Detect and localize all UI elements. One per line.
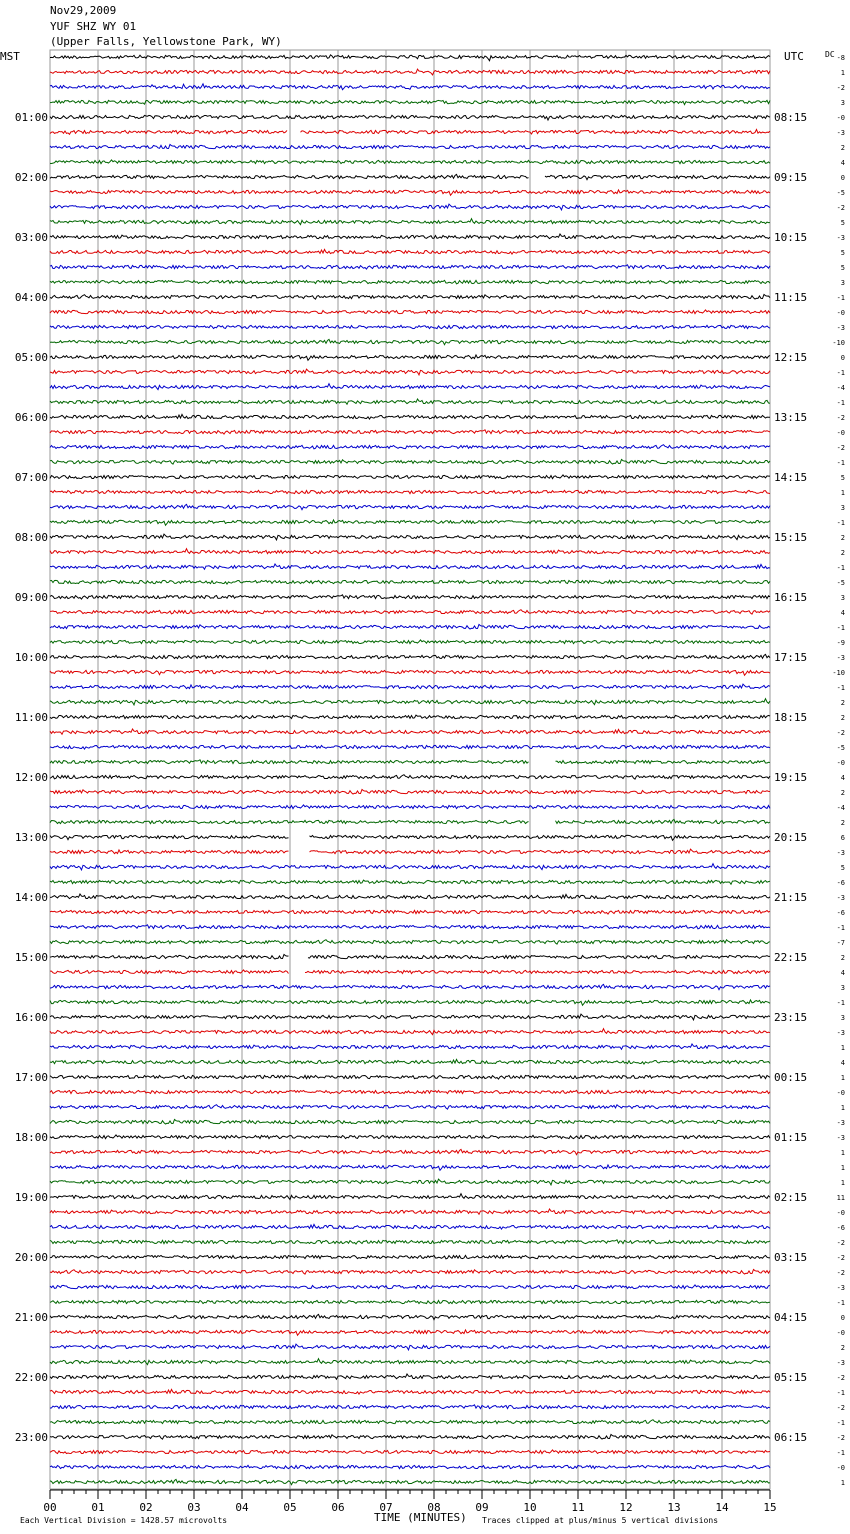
- dc-offset-label: -0: [836, 1464, 845, 1472]
- trace-row: [50, 849, 770, 854]
- trace-row: [50, 1014, 770, 1020]
- dc-offset-label: 1: [840, 1149, 845, 1157]
- trace-row: [50, 805, 770, 809]
- trace-row: [50, 399, 770, 404]
- trace-row: [50, 160, 770, 164]
- trace-row: [50, 1090, 770, 1094]
- dc-offset-label: 2: [840, 954, 845, 962]
- trace-row: [50, 760, 770, 764]
- dc-offset-label: -0: [836, 429, 845, 437]
- dc-offset-label: -1: [836, 459, 845, 467]
- dc-offset-label: -1: [836, 564, 845, 572]
- dc-offset-label: -10: [832, 669, 845, 677]
- trace-row: [50, 1314, 770, 1319]
- dc-offset-label: 5: [840, 219, 845, 227]
- dc-offset-label: -6: [836, 909, 845, 917]
- trace-row: [50, 1240, 770, 1244]
- dc-offset-label: 2: [840, 534, 845, 542]
- x-tick-label: 12: [619, 1501, 633, 1514]
- trace-row: [50, 580, 770, 584]
- dc-offset-label: 3: [840, 504, 845, 512]
- trace-row: [50, 190, 770, 195]
- hour-label-right: 17:15: [774, 651, 808, 664]
- x-tick-label: 00: [43, 1501, 57, 1514]
- dc-offset-label: -0: [836, 1209, 845, 1217]
- hour-label-left: 09:00: [14, 591, 48, 604]
- trace-row: [50, 1209, 770, 1214]
- trace-row: [50, 1300, 770, 1303]
- x-tick-label: 14: [715, 1501, 729, 1514]
- trace-row: [50, 1465, 770, 1468]
- trace-row: [50, 745, 770, 749]
- clip-note: Traces clipped at plus/minus 5 vertical divisions: [482, 1516, 719, 1525]
- hour-label-left: 22:00: [14, 1371, 48, 1384]
- hour-label-left: 03:00: [14, 231, 48, 244]
- dc-offset-label: -3: [836, 654, 845, 662]
- trace-row: [50, 775, 770, 779]
- x-tick-label: 04: [235, 1501, 249, 1514]
- dc-offset-label: -0: [836, 1329, 845, 1337]
- hour-label-left: 20:00: [14, 1251, 48, 1264]
- left-timezone-label: MST: [0, 50, 20, 63]
- trace-row: [50, 984, 770, 989]
- trace-row: [50, 1285, 770, 1289]
- x-tick-label: 06: [331, 1501, 345, 1514]
- hour-label-right: 02:15: [774, 1191, 808, 1204]
- dc-offset-label: -4: [836, 804, 845, 812]
- dc-offset-label: -9: [836, 639, 845, 647]
- trace-row: [50, 295, 770, 300]
- x-tick-label: 03: [187, 1501, 201, 1514]
- dc-offset-label: -6: [836, 1224, 845, 1232]
- dc-offset-label: 1: [840, 1479, 845, 1487]
- dc-offset-label: -1: [836, 519, 845, 527]
- dc-offset-label: -2: [836, 1374, 845, 1382]
- trace-row: [50, 970, 770, 974]
- trace-row: [50, 1420, 770, 1424]
- trace-row: [50, 1344, 770, 1350]
- trace-row: [50, 729, 770, 734]
- trace-row: [50, 1179, 770, 1185]
- trace-row: [50, 1224, 770, 1229]
- trace-row: [50, 925, 770, 929]
- dc-offset-label: 1: [840, 1044, 845, 1052]
- dc-offset-label: 1: [840, 1179, 845, 1187]
- trace-row: [50, 1149, 770, 1154]
- trace-row: [50, 100, 770, 104]
- trace-row: [50, 174, 770, 179]
- trace-row: [50, 1435, 770, 1440]
- trace-row: [50, 1075, 770, 1079]
- dc-offset-label: -3: [836, 1284, 845, 1292]
- dc-offset-label: 2: [840, 714, 845, 722]
- trace-row: [50, 819, 770, 823]
- x-tick-label: 05: [283, 1501, 297, 1514]
- trace-row: [50, 1135, 770, 1139]
- dc-offset-label: 4: [840, 774, 845, 782]
- trace-row: [50, 1330, 770, 1335]
- dc-offset-label: 1: [840, 489, 845, 497]
- dc-offset-label: 6: [840, 834, 845, 842]
- trace-row: [50, 219, 770, 225]
- hour-label-right: 21:15: [774, 891, 808, 904]
- trace-row: [50, 414, 770, 419]
- trace-row: [50, 790, 770, 795]
- dc-offset-label: 5: [840, 264, 845, 272]
- hour-label-right: 11:15: [774, 291, 808, 304]
- trace-row: [50, 1359, 770, 1365]
- dc-offset-label: 5: [840, 474, 845, 482]
- trace-row: [50, 610, 770, 614]
- trace-row: [50, 1450, 770, 1454]
- trace-row: [50, 339, 770, 344]
- trace-row: [50, 384, 770, 390]
- trace-row: [50, 115, 770, 120]
- trace-row: [50, 1029, 770, 1035]
- dc-offset-label: -4: [836, 384, 845, 392]
- dc-offset-label: 2: [840, 789, 845, 797]
- hour-label-right: 20:15: [774, 831, 808, 844]
- trace-row: [50, 430, 770, 434]
- dc-offset-label: 11: [836, 1194, 845, 1202]
- dc-offset-label: 2: [840, 144, 845, 152]
- trace-row: [50, 55, 770, 61]
- dc-offset-label: 2: [840, 699, 845, 707]
- dc-offset-label: 4: [840, 609, 845, 617]
- trace-row: [50, 595, 770, 599]
- dc-offset-label: 4: [840, 159, 845, 167]
- trace-row: [50, 145, 770, 149]
- hour-label-right: 01:15: [774, 1131, 808, 1144]
- x-tick-label: 09: [475, 1501, 489, 1514]
- trace-row: [50, 369, 770, 375]
- trace-row: [50, 69, 770, 75]
- dc-offset-label: 5: [840, 249, 845, 257]
- dc-offset-label: -3: [836, 849, 845, 857]
- trace-row: [50, 654, 770, 658]
- dc-offset-label: -5: [836, 189, 845, 197]
- dc-offset-label: -1: [836, 1419, 845, 1427]
- trace-row: [50, 1165, 770, 1170]
- dc-offset-label: -3: [836, 1359, 845, 1367]
- hour-label-right: 12:15: [774, 351, 808, 364]
- dc-offset-label: -2: [836, 204, 845, 212]
- dc-offset-label: 2: [840, 549, 845, 557]
- trace-row: [50, 84, 770, 90]
- trace-row: [50, 625, 770, 630]
- dc-offset-label: 1: [840, 69, 845, 77]
- hour-label-right: 18:15: [774, 711, 808, 724]
- trace-row: [50, 894, 770, 899]
- trace-row: [50, 249, 770, 254]
- trace-row: [50, 1389, 770, 1394]
- hour-label-left: 14:00: [14, 891, 48, 904]
- trace-row: [50, 204, 770, 210]
- trace-row: [50, 715, 770, 719]
- hour-label-left: 02:00: [14, 171, 48, 184]
- hour-label-right: 04:15: [774, 1311, 808, 1324]
- dc-offset-label: -2: [836, 729, 845, 737]
- hour-label-right: 09:15: [774, 171, 808, 184]
- hour-label-left: 01:00: [14, 111, 48, 124]
- hour-label-right: 14:15: [774, 471, 808, 484]
- hour-label-left: 18:00: [14, 1131, 48, 1144]
- hour-label-left: 15:00: [14, 951, 48, 964]
- trace-row: [50, 670, 770, 675]
- dc-offset-label: -5: [836, 744, 845, 752]
- hour-label-left: 21:00: [14, 1311, 48, 1324]
- dc-offset-label: -1: [836, 924, 845, 932]
- dc-offset-label: -1: [836, 399, 845, 407]
- dc-offset-label: 0: [840, 354, 845, 362]
- dc-offset-label: -1: [836, 1299, 845, 1307]
- dc-offset-label: -1: [836, 684, 845, 692]
- trace-row: [50, 265, 770, 269]
- dc-offset-label: -10: [832, 339, 845, 347]
- dc-offset-label: 3: [840, 594, 845, 602]
- hour-label-left: 06:00: [14, 411, 48, 424]
- hour-label-right: 10:15: [774, 231, 808, 244]
- dc-offset-label: -2: [836, 414, 845, 422]
- trace-row: [50, 910, 770, 914]
- dc-offset-label: 1: [840, 1164, 845, 1172]
- hour-label-right: 19:15: [774, 771, 808, 784]
- hour-label-left: 17:00: [14, 1071, 48, 1084]
- dc-offset-label: 4: [840, 969, 845, 977]
- dc-offset-label: -3: [836, 1134, 845, 1142]
- dc-offset-label: -2: [836, 1269, 845, 1277]
- dc-offset-label: 4: [840, 1059, 845, 1067]
- hour-label-right: 08:15: [774, 111, 808, 124]
- hour-label-right: 03:15: [774, 1251, 808, 1264]
- dc-offset-label: -0: [836, 759, 845, 767]
- dc-offset-label: 3: [840, 984, 845, 992]
- hour-label-left: 10:00: [14, 651, 48, 664]
- x-tick-label: 01: [91, 1501, 105, 1514]
- dc-offset-label: -2: [836, 1239, 845, 1247]
- x-tick-label: 11: [571, 1501, 585, 1514]
- trace-row: [50, 460, 770, 465]
- trace-row: [50, 880, 770, 884]
- trace-row: [50, 835, 770, 840]
- dc-offset-label: -2: [836, 84, 845, 92]
- trace-row: [50, 355, 770, 360]
- trace-row: [50, 699, 770, 705]
- trace-row: [50, 1405, 770, 1409]
- trace-row: [50, 1479, 770, 1484]
- trace-row: [50, 520, 770, 525]
- x-axis-title: TIME (MINUTES): [374, 1511, 467, 1524]
- hour-label-left: 19:00: [14, 1191, 48, 1204]
- trace-row: [50, 280, 770, 284]
- trace-row: [50, 310, 770, 314]
- dc-offset-label: -2: [836, 444, 845, 452]
- trace-row: [50, 325, 770, 328]
- dc-offset-label: -3: [836, 234, 845, 242]
- dc-offset-label: -6: [836, 879, 845, 887]
- trace-row: [50, 1374, 770, 1379]
- trace-row: [50, 490, 770, 493]
- hour-label-left: 08:00: [14, 531, 48, 544]
- dc-offset-label: -3: [836, 1029, 845, 1037]
- hour-label-right: 15:15: [774, 531, 808, 544]
- dc-offset-label: -1: [836, 624, 845, 632]
- hour-label-left: 23:00: [14, 1431, 48, 1444]
- hour-label-left: 13:00: [14, 831, 48, 844]
- hour-label-left: 11:00: [14, 711, 48, 724]
- dc-offset-label: 5: [840, 864, 845, 872]
- hour-label-right: 05:15: [774, 1371, 808, 1384]
- dc-offset-label: -1: [836, 1389, 845, 1397]
- trace-row: [50, 1105, 770, 1109]
- hour-label-right: 06:15: [774, 1431, 808, 1444]
- dc-offset-label: 0: [840, 1314, 845, 1322]
- dc-offset-label: 1: [840, 1074, 845, 1082]
- hour-label-left: 12:00: [14, 771, 48, 784]
- trace-row: [50, 684, 770, 689]
- dc-offset-label: -1: [836, 369, 845, 377]
- trace-row: [50, 1000, 770, 1005]
- hour-label-left: 07:00: [14, 471, 48, 484]
- dc-offset-label: -0: [836, 1089, 845, 1097]
- x-tick-label: 08: [427, 1501, 441, 1514]
- dc-offset-label: 3: [840, 99, 845, 107]
- trace-row: [50, 1255, 770, 1259]
- trace-row: [50, 1059, 770, 1064]
- dc-offset-label: 3: [840, 1014, 845, 1022]
- hour-label-right: 22:15: [774, 951, 808, 964]
- dc-offset-label: -1: [836, 294, 845, 302]
- x-tick-label: 13: [667, 1501, 681, 1514]
- dc-offset-label: -1: [836, 999, 845, 1007]
- dc-offset-label: -3: [836, 324, 845, 332]
- dc-offset-label: -3: [836, 129, 845, 137]
- location-label: (Upper Falls, Yellowstone Park, WY): [50, 35, 282, 48]
- hour-label-left: 05:00: [14, 351, 48, 364]
- dc-offset-label: -1: [836, 1449, 845, 1457]
- dc-offset-label: -0: [836, 309, 845, 317]
- hour-label-right: 23:15: [774, 1011, 808, 1024]
- hour-label-right: 00:15: [774, 1071, 808, 1084]
- dc-offset-label: -2: [836, 1254, 845, 1262]
- date-label: Nov29,2009: [50, 4, 117, 17]
- trace-row: [50, 534, 770, 540]
- trace-row: [50, 130, 770, 135]
- dc-label: DC: [825, 50, 835, 59]
- hour-label-right: 16:15: [774, 591, 808, 604]
- dc-offset-label: 0: [840, 174, 845, 182]
- trace-row: [50, 1194, 770, 1200]
- trace-row: [50, 564, 770, 569]
- trace-row: [50, 549, 770, 554]
- hour-label-left: 16:00: [14, 1011, 48, 1024]
- right-timezone-label: UTC: [784, 50, 804, 63]
- trace-row: [50, 640, 770, 644]
- dc-offset-label: 2: [840, 819, 845, 827]
- dc-offset-label: -3: [836, 1119, 845, 1127]
- trace-row: [50, 1270, 770, 1275]
- dc-offset-label: -2: [836, 1404, 845, 1412]
- trace-row: [50, 234, 770, 239]
- scale-note: Each Vertical Division = 1428.57 microvolts: [20, 1516, 228, 1525]
- dc-offset-label: -8: [836, 54, 845, 62]
- dc-offset-label: -7: [836, 939, 845, 947]
- trace-row: [50, 864, 770, 870]
- station-label: YUF SHZ WY 01: [50, 20, 137, 33]
- trace-row: [50, 475, 770, 479]
- x-tick-label: 10: [523, 1501, 537, 1514]
- hour-label-right: 13:15: [774, 411, 808, 424]
- trace-row: [50, 1044, 770, 1049]
- trace-row: [50, 1120, 770, 1125]
- trace-row: [50, 955, 770, 960]
- dc-offset-label: 3: [840, 279, 845, 287]
- dc-offset-label: 2: [840, 1344, 845, 1352]
- dc-offset-label: -0: [836, 114, 845, 122]
- hour-label-left: 04:00: [14, 291, 48, 304]
- dc-offset-label: -2: [836, 1434, 845, 1442]
- x-tick-label: 07: [379, 1501, 393, 1514]
- x-tick-label: 02: [139, 1501, 153, 1514]
- x-tick-label: 15: [763, 1501, 777, 1514]
- dc-offset-label: 1: [840, 1104, 845, 1112]
- trace-row: [50, 504, 770, 509]
- dc-offset-label: -3: [836, 894, 845, 902]
- trace-row: [50, 940, 770, 944]
- dc-offset-label: -5: [836, 579, 845, 587]
- trace-row: [50, 445, 770, 449]
